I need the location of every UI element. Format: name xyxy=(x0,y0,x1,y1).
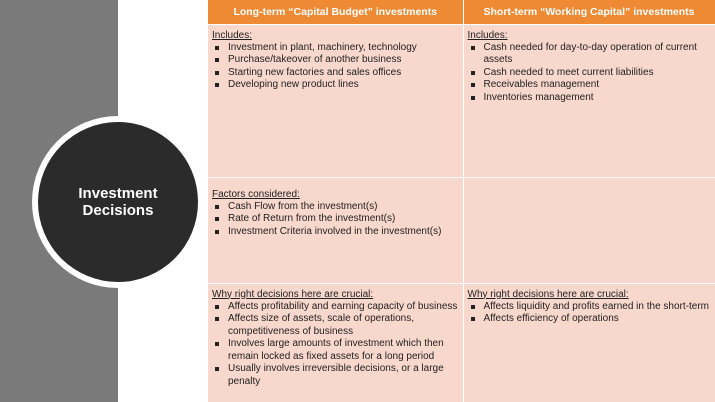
list-item: Cash needed to meet current liabilities xyxy=(468,67,711,80)
list-item: Cash Flow from the investment(s) xyxy=(212,201,459,214)
header-short-term: Short-term “Working Capital” investments xyxy=(463,0,715,24)
short-term-includes-list xyxy=(468,42,711,105)
long-term-why-cell xyxy=(208,283,463,402)
header-long-term: Long-term “Capital Budget” investments xyxy=(208,0,463,24)
investment-decisions-circle xyxy=(32,116,204,288)
long-term-includes-list xyxy=(212,42,459,92)
short-term-why-list xyxy=(468,301,711,326)
short-term-why-title: Why right decisions here are crucial: xyxy=(467,288,629,300)
long-term-factors-list xyxy=(212,201,459,239)
long-term-factors-title: Factors considered: xyxy=(212,188,300,200)
list-item: Starting new factories and sales offices xyxy=(212,67,459,80)
circle-label: Investment Decisions xyxy=(78,185,158,219)
long-term-includes-cell xyxy=(208,24,463,177)
list-item: Developing new product lines xyxy=(212,79,459,92)
list-item: Investment Criteria involved in the investment(s) xyxy=(212,226,459,239)
short-term-includes-cell xyxy=(463,24,715,177)
long-term-why-list xyxy=(212,301,459,389)
list-item: Involves large amounts of investment which then remain locked as fixed assets for a long period xyxy=(212,338,459,363)
long-term-includes-title: Includes: xyxy=(212,29,253,41)
list-item: Investment in plant, machinery, technology xyxy=(212,42,459,55)
long-term-why-title: Why right decisions here are crucial: xyxy=(212,288,374,300)
list-item: Affects efficiency of operations xyxy=(468,313,711,326)
list-item: Receivables management xyxy=(468,79,711,92)
list-item: Purchase/takeover of another business xyxy=(212,54,459,67)
investment-comparison-table xyxy=(208,0,715,402)
short-term-why-cell xyxy=(463,283,715,402)
list-item: Affects liquidity and profits earned in the short-term xyxy=(468,301,711,314)
list-item: Usually involves irreversible decisions, or a large penalty xyxy=(212,363,459,388)
list-item: Affects size of assets, scale of operations, competitiveness of business xyxy=(212,313,459,338)
circle-fill xyxy=(38,122,198,282)
short-term-factors-cell xyxy=(463,177,715,283)
short-term-includes-title: Includes: xyxy=(467,29,508,41)
long-term-factors-cell xyxy=(208,177,463,283)
list-item: Affects profitability and earning capacity of business xyxy=(212,301,459,314)
list-item: Rate of Return from the investment(s) xyxy=(212,213,459,226)
list-item: Inventories management xyxy=(468,92,711,105)
list-item: Cash needed for day-to-day operation of current assets xyxy=(468,42,711,67)
